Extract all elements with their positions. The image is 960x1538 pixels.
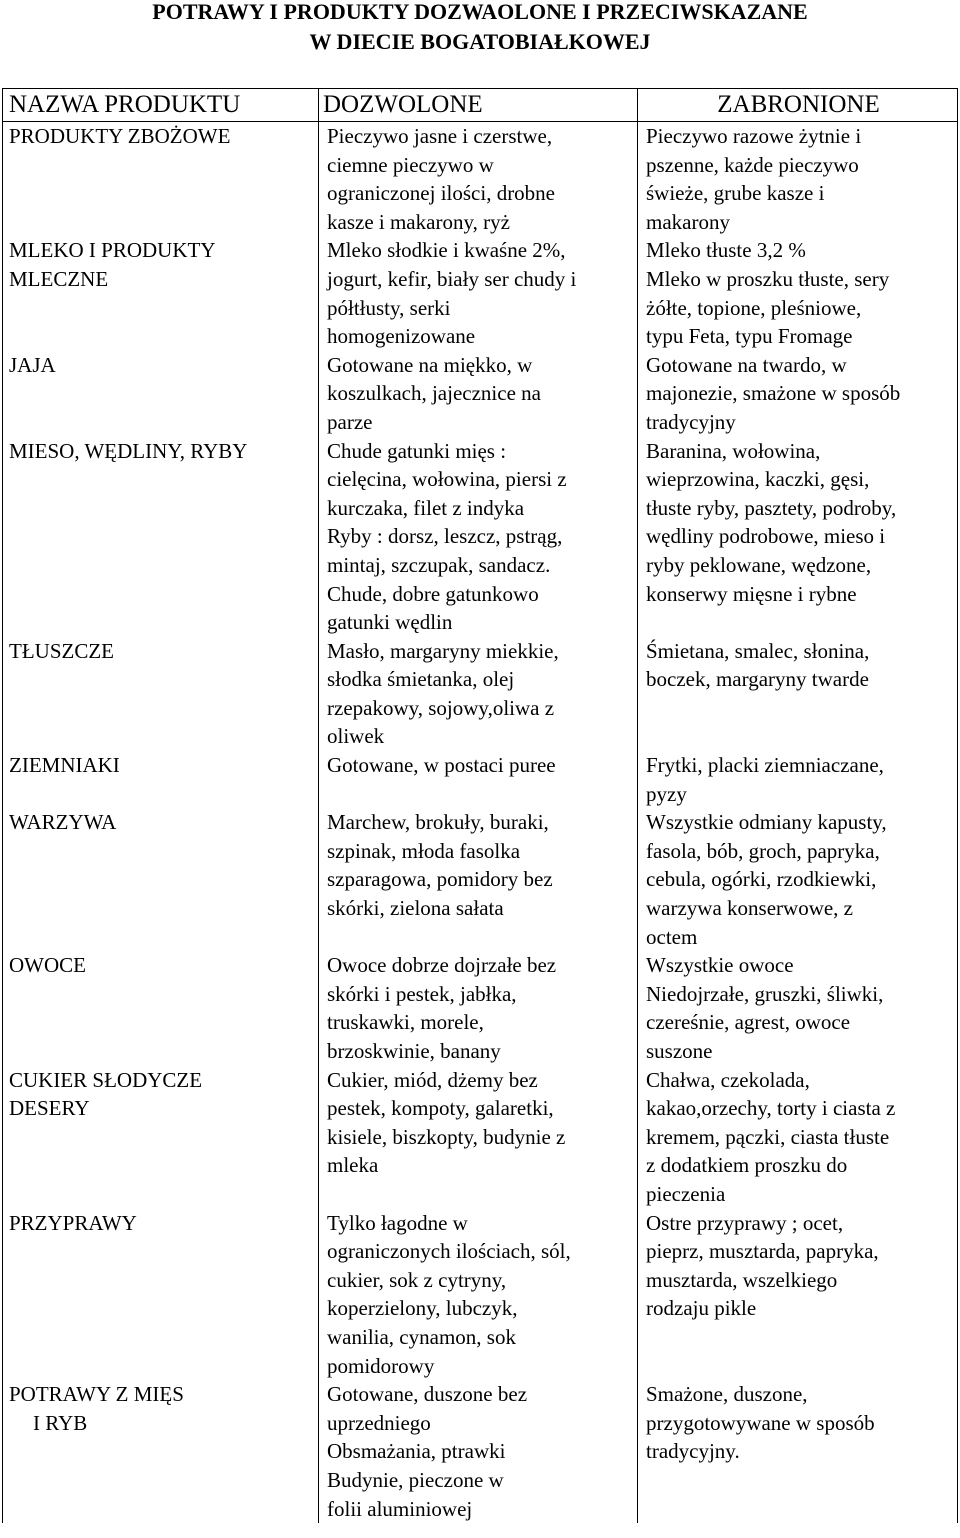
allowed-cell [319, 236, 638, 350]
allowed-cell-line: Mleko słodkie i kwaśne 2%, [327, 238, 566, 263]
allowed-cell-line: uprzedniego [327, 1410, 431, 1435]
allowed-cell [319, 637, 638, 751]
allowed-cell-line: Gotowane, w postaci puree [327, 753, 556, 778]
product-cell-line: MIESO, WĘDLINY, RYBY [9, 438, 248, 463]
header-product: NAZWA PRODUKTU [3, 89, 319, 122]
forbidden-cell-line: ryby peklowane, wędzone, [646, 552, 872, 577]
allowed-cell-line: wanilia, cynamon, sok [327, 1324, 516, 1349]
allowed-cell-line: skórki, zielona sałata [327, 896, 504, 921]
forbidden-cell-line: makarony [646, 209, 730, 234]
forbidden-cell [638, 1066, 958, 1209]
forbidden-cell-line: Niedojrzałe, gruszki, śliwki, [646, 981, 884, 1006]
product-cell-line: WARZYWA [9, 810, 117, 835]
forbidden-cell-line: warzywa konserwowe, z [646, 896, 853, 921]
allowed-cell-line: szpinak, młoda fasolka [327, 838, 521, 863]
product-cell-line: ZIEMNIAKI [9, 753, 120, 778]
forbidden-cell-line: Smażone, duszone, [646, 1382, 808, 1407]
forbidden-cell-line: fasola, bób, groch, papryka, [646, 838, 880, 863]
table-row [3, 351, 958, 437]
table-row [3, 122, 958, 237]
product-cell-line: I RYB [33, 1410, 88, 1435]
allowed-cell-line: koszulkach, jajecznice na [327, 381, 541, 406]
allowed-cell-line: kisiele, biszkopty, budynie z [327, 1124, 566, 1149]
forbidden-cell-line: pieprz, musztarda, papryka, [646, 1239, 879, 1264]
allowed-cell-line: kasze i makarony, ryż [327, 209, 510, 234]
forbidden-cell [638, 437, 958, 637]
allowed-cell [319, 1209, 638, 1381]
allowed-cell-line: mleka [327, 1153, 379, 1178]
forbidden-cell-line: octem [646, 924, 698, 949]
table-row [3, 751, 958, 808]
forbidden-cell [638, 637, 958, 751]
table-row [3, 1209, 958, 1381]
allowed-cell-line: homogenizowane [327, 324, 476, 349]
forbidden-cell-line: Gotowane na twardo, w [646, 352, 847, 377]
allowed-cell [319, 808, 638, 951]
product-cell [3, 751, 319, 808]
forbidden-cell-line: cebula, ogórki, rzodkiewki, [646, 867, 877, 892]
product-cell-line: MLEKO I PRODUKTY [9, 238, 216, 263]
product-cell-line: JAJA [9, 352, 56, 377]
product-cell [3, 637, 319, 751]
forbidden-cell-line: tłuste ryby, pasztety, podroby, [646, 495, 897, 520]
forbidden-cell-line: kakao,orzechy, torty i ciasta z [646, 1096, 896, 1121]
product-cell-line: PRODUKTY ZBOŻOWE [9, 124, 231, 148]
allowed-cell-line: pomidorowy [327, 1353, 435, 1378]
forbidden-cell-line: Chałwa, czekolada, [646, 1067, 810, 1092]
header-forbidden: ZABRONIONE [638, 89, 958, 122]
table-row [3, 236, 958, 350]
product-cell-line: CUKIER SŁODYCZE [9, 1067, 203, 1092]
forbidden-cell-line: przygotowywane w sposób [646, 1410, 875, 1435]
forbidden-cell-line: konserwy mięsne i rybne [646, 581, 857, 606]
forbidden-cell-line: Mleko w proszku tłuste, sery [646, 266, 890, 291]
forbidden-cell-line: z dodatkiem proszku do [646, 1153, 848, 1178]
forbidden-cell-line: suszone [646, 1039, 713, 1063]
product-cell [3, 1066, 319, 1209]
allowed-cell-line: jogurt, kefir, biały ser chudy i [327, 266, 577, 291]
forbidden-cell-line: pszenne, każde pieczywo [646, 152, 859, 177]
forbidden-cell-line: boczek, margaryny twarde [646, 667, 869, 692]
allowed-cell-line: skórki i pestek, jabłka, [327, 981, 517, 1006]
allowed-cell-line: gatunki wędlin [327, 610, 453, 635]
allowed-cell-line: Marchew, brokuły, buraki, [327, 810, 549, 835]
allowed-cell-line: pestek, kompoty, galaretki, [327, 1096, 554, 1121]
allowed-cell [319, 951, 638, 1065]
allowed-cell [319, 437, 638, 637]
forbidden-cell-line: rodzaju pikle [646, 1296, 757, 1321]
diet-table [2, 88, 958, 1523]
forbidden-cell-line: wieprzowina, kaczki, gęsi, [646, 467, 870, 492]
forbidden-cell-line: świeże, grube kasze i [646, 181, 825, 206]
allowed-cell-line: cielęcina, wołowina, piersi z [327, 467, 567, 492]
table-row [3, 1380, 958, 1523]
product-cell [3, 1209, 319, 1381]
forbidden-cell-line: pyzy [646, 781, 687, 806]
allowed-cell-line: Gotowane na miękko, w [327, 352, 533, 377]
allowed-cell-line: truskawki, morele, [327, 1010, 484, 1035]
forbidden-cell-line: majonezie, smażone w sposób [646, 381, 901, 406]
allowed-cell-line: oliwek [327, 724, 385, 749]
allowed-cell-line: ciemne pieczywo w [327, 152, 494, 177]
table-row [3, 951, 958, 1065]
forbidden-cell-line: kremem, pączki, ciasta tłuste [646, 1124, 890, 1149]
forbidden-cell [638, 236, 958, 350]
product-cell-line: MLECZNE [9, 266, 109, 291]
forbidden-cell-line: pieczenia [646, 1181, 726, 1206]
product-cell [3, 351, 319, 437]
forbidden-cell [638, 1209, 958, 1381]
forbidden-cell-line: Baranina, wołowina, [646, 438, 821, 463]
forbidden-cell-line: musztarda, wszelkiego [646, 1267, 838, 1292]
product-cell [3, 1380, 319, 1523]
allowed-cell [319, 351, 638, 437]
allowed-cell-line: folii aluminiowej [327, 1496, 473, 1521]
forbidden-cell-line: żółte, topione, pleśniowe, [646, 295, 862, 320]
forbidden-cell-line: tradycyjny. [646, 1439, 740, 1464]
allowed-cell [319, 751, 638, 808]
allowed-cell-line: Tylko łagodne w [327, 1210, 468, 1235]
allowed-cell-line: Budynie, pieczone w [327, 1467, 504, 1492]
allowed-cell-line: brzoskwinie, banany [327, 1039, 501, 1063]
title-line-2: W DIECIE BOGATOBIAŁKOWEJ [309, 29, 651, 54]
allowed-cell-line: Cukier, miód, dżemy bez [327, 1067, 538, 1092]
allowed-cell-line: Chude, dobre gatunkowo [327, 581, 539, 606]
table-row [3, 1066, 958, 1209]
product-cell [3, 951, 319, 1065]
document-title [0, 0, 960, 57]
forbidden-cell-line: typu Feta, typu Fromage [646, 324, 853, 349]
allowed-cell-line: półtłusty, serki [327, 295, 451, 320]
forbidden-cell [638, 351, 958, 437]
allowed-cell-line: koperzielony, lubczyk, [327, 1296, 518, 1321]
allowed-cell-line: Obsmażania, ptrawki [327, 1439, 506, 1464]
product-cell-line: PRZYPRAWY [9, 1210, 137, 1235]
allowed-cell-line: Gotowane, duszone bez [327, 1382, 528, 1407]
allowed-cell [319, 122, 638, 237]
forbidden-cell-line: Frytki, placki ziemniaczane, [646, 753, 884, 778]
allowed-cell-line: cukier, sok z cytryny, [327, 1267, 507, 1292]
allowed-cell [319, 1380, 638, 1523]
forbidden-cell [638, 751, 958, 808]
allowed-cell-line: parze [327, 409, 373, 434]
allowed-cell-line: ograniczonej ilości, drobne [327, 181, 556, 206]
product-cell [3, 808, 319, 951]
allowed-cell-line: kurczaka, filet z indyka [327, 495, 525, 520]
allowed-cell-line: ograniczonych ilościach, sól, [327, 1239, 571, 1264]
product-cell-line: TŁUSZCZE [9, 638, 114, 663]
allowed-cell-line: Chude gatunki mięs : [327, 438, 507, 463]
forbidden-cell [638, 808, 958, 951]
table-row [3, 637, 958, 751]
product-cell [3, 122, 319, 237]
table-row [3, 437, 958, 637]
allowed-cell-line: szparagowa, pomidory bez [327, 867, 553, 892]
forbidden-cell-line: Ostre przyprawy ; ocet, [646, 1210, 844, 1235]
allowed-cell-line: rzepakowy, sojowy,oliwa z [327, 695, 555, 720]
allowed-cell-line: Masło, margaryny miekkie, [327, 638, 559, 663]
forbidden-cell [638, 1380, 958, 1523]
product-cell [3, 236, 319, 350]
forbidden-cell-line: Pieczywo razowe żytnie i [646, 124, 862, 148]
forbidden-cell-line: wędliny podrobowe, mieso i [646, 524, 886, 549]
product-cell [3, 437, 319, 637]
forbidden-cell [638, 122, 958, 237]
table-header-row [3, 89, 958, 122]
allowed-cell-line: Owoce dobrze dojrzałe bez [327, 953, 557, 978]
title-line-1: POTRAWY I PRODUKTY DOZWAOLONE I PRZECIWSKAZANE [152, 0, 808, 24]
allowed-cell-line: słodka śmietanka, olej [327, 667, 515, 692]
forbidden-cell-line: Wszystkie owoce [646, 953, 794, 978]
header-allowed: DOZWOLONE [319, 89, 638, 122]
forbidden-cell [638, 951, 958, 1065]
allowed-cell [319, 1066, 638, 1209]
allowed-cell-line: Pieczywo jasne i czerstwe, [327, 124, 553, 148]
table-body [3, 122, 958, 1524]
forbidden-cell-line: Śmietana, smalec, słonina, [646, 638, 870, 663]
forbidden-cell-line: Mleko tłuste 3,2 % [646, 238, 806, 263]
table-row [3, 808, 958, 951]
forbidden-cell-line: Wszystkie odmiany kapusty, [646, 810, 887, 835]
forbidden-cell-line: czereśnie, agrest, owoce [646, 1010, 851, 1035]
forbidden-cell-line: tradycyjny [646, 409, 736, 434]
allowed-cell-line: mintaj, szczupak, sandacz. [327, 552, 551, 577]
product-cell-line: POTRAWY Z MIĘS [9, 1382, 184, 1407]
allowed-cell-line: Ryby : dorsz, leszcz, pstrąg, [327, 524, 563, 549]
product-cell-line: OWOCE [9, 953, 86, 978]
product-cell-line: DESERY [9, 1096, 90, 1121]
